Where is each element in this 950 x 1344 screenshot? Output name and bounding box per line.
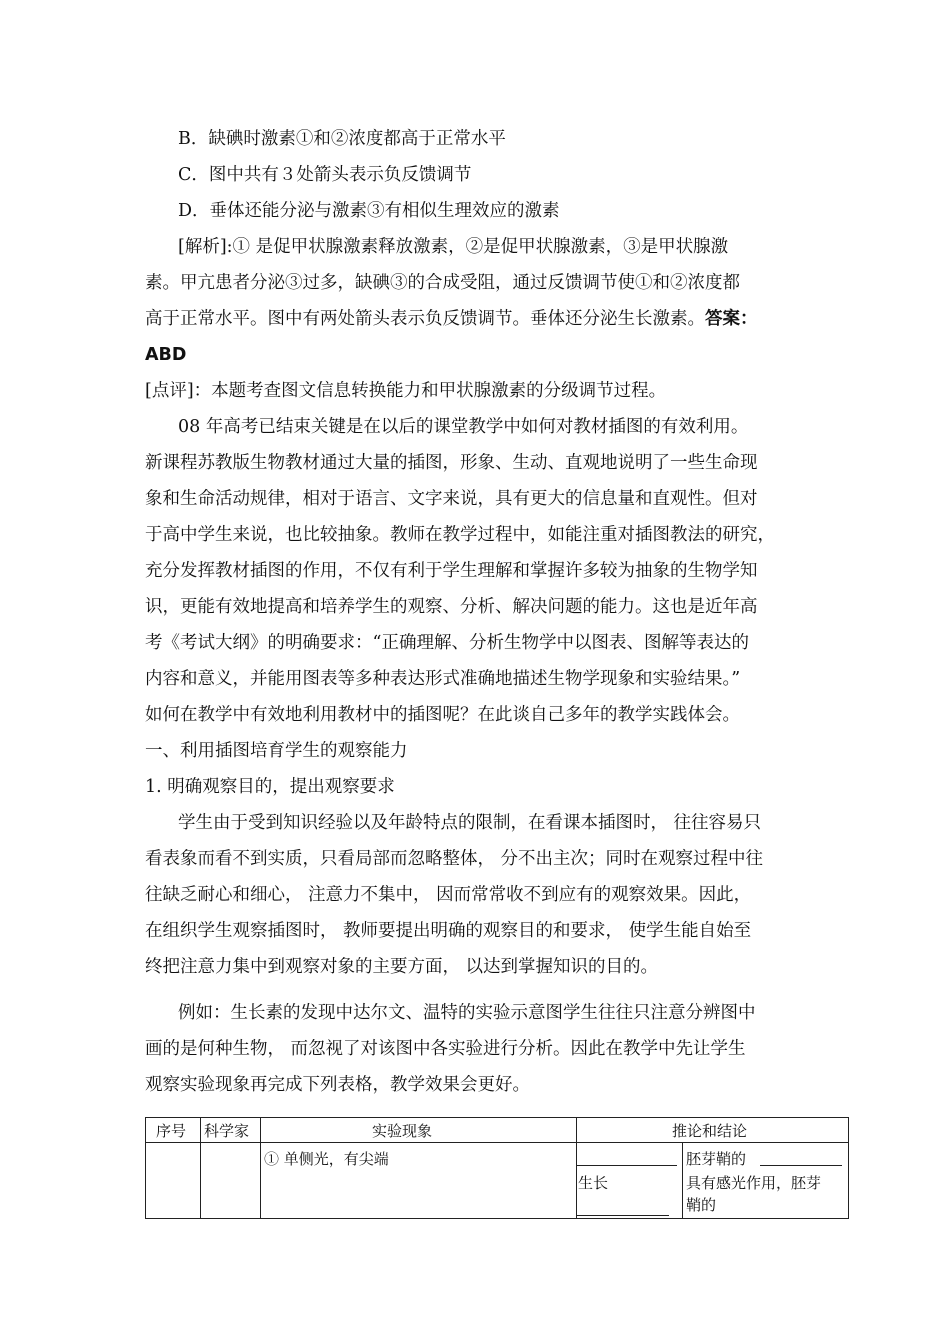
analysis-line-3-text: 高于正常水平。图中有两处箭头表示负反馈调节。垂体还分泌生长激素。 — [145, 309, 705, 329]
option-b: B．缺碘时激素①和②浓度都高于正常水平 — [178, 129, 506, 149]
p2-line-4: 在组织学生观察插图时， 教师要提出明确的观察目的和要求， 使学生能自始至 — [145, 921, 752, 941]
row1-conclusion-line-2: 具有感光作用，胚芽 — [686, 1174, 822, 1192]
p1-line-7: 考《考试大纲》的明确要求：“正确理解、分析生物学中以图表、图解等表达的 — [145, 633, 749, 653]
p1-line-4: 于高中学生来说，也比较抽象。教师在教学过程中，如能注重对插图教法的研究， — [145, 525, 775, 545]
blank-line — [760, 1165, 842, 1166]
row1-phenomenon: ① 单侧光，有尖端 — [264, 1150, 389, 1168]
p2-line-2: 看表象而看不到实质，只看局部而忽略整体， 分不出主次；同时在观察过程中往 — [145, 849, 764, 869]
table-header-scientist: 科学家 — [204, 1122, 250, 1140]
table-col-divider — [200, 1118, 201, 1218]
p1-line-1: 08 年高考已结束关键是在以后的课堂教学中如何对教材插图的有效利用。 — [178, 417, 749, 437]
p3-line-2: 画的是何种生物， 而忽视了对该图中各实验进行分析。因此在教学中先让学生 — [145, 1039, 746, 1059]
p1-line-2: 新课程苏教版生物教材通过大量的插图，形象、生动、直观地说明了一些生命现 — [145, 453, 758, 473]
p1-line-9: 如何在教学中有效地利用教材中的插图呢？在此谈自己多年的教学实践体会。 — [145, 705, 740, 725]
p1-line-8: 内容和意义，并能用图表等多种表达形式准确地描述生物学现象和实验结果。” — [145, 669, 741, 689]
p2-line-1: 学生由于受到知识经验以及年龄特点的限制，在看课本插图时， 往往容易只 — [178, 813, 762, 833]
row1-conclusion-line-1: 胚芽鞘的 — [686, 1150, 747, 1168]
p2-line-5: 终把注意力集中到观察对象的主要方面， 以达到掌握知识的目的。 — [145, 957, 659, 977]
p1-line-3: 象和生命活动规律，相对于语言、文字来说，具有更大的信息量和直观性。但对 — [145, 489, 758, 509]
heading-2: 1. 明确观察目的，提出观察要求 — [145, 777, 395, 797]
option-c: C．图中共有３处箭头表示负反馈调节 — [178, 165, 472, 185]
row1-conclusion-line-3: 鞘的 — [686, 1196, 717, 1214]
experiment-table — [145, 1117, 849, 1219]
analysis-line-2: 素。甲亢患者分泌③过多，缺碘③的合成受阻，通过反馈调节使①和②浓度都 — [145, 273, 740, 293]
p3-line-1: 例如：生长素的发现中达尔文、温特的实验示意图学生往往只注意分辨图中 — [178, 1003, 756, 1023]
comment: [点评]：本题考查图文信息转换能力和甲状腺激素的分级调节过程。 — [145, 381, 667, 401]
answer-value: ABD — [145, 345, 187, 365]
table-col-divider — [260, 1118, 261, 1218]
table-header-index: 序号 — [156, 1122, 187, 1140]
analysis-line-1: [解析]:① 是促甲状腺激素释放激素，②是促甲状腺激素，③是甲状腺激 — [178, 237, 729, 257]
table-header-divider — [146, 1142, 848, 1143]
blank-line — [577, 1215, 669, 1216]
p1-line-6: 识，更能有效地提高和培养学生的观察、分析、解决问题的能力。这也是近年高 — [145, 597, 758, 617]
option-d: D．垂体还能分泌与激素③有相似生理效应的激素 — [178, 201, 560, 221]
table-header-phenomenon: 实验现象 — [372, 1122, 433, 1140]
p3-line-3: 观察实验现象再完成下列表格，教学效果会更好。 — [145, 1075, 530, 1095]
row1-growth: 生长 — [578, 1174, 609, 1192]
table-inner-divider — [682, 1143, 683, 1218]
answer-label: 答案： — [705, 309, 758, 329]
table-col-divider — [576, 1118, 577, 1218]
p1-line-5: 充分发挥教材插图的作用，不仅有利于学生理解和掌握许多较为抽象的生物学知 — [145, 561, 758, 581]
blank-line — [577, 1165, 677, 1166]
heading-1: 一、利用插图培育学生的观察能力 — [145, 741, 408, 761]
p2-line-3: 往缺乏耐心和细心， 注意力不集中， 因而常常收不到应有的观察效果。因此， — [145, 885, 752, 905]
analysis-line-3 — [145, 302, 825, 336]
table-header-conclusion: 推论和结论 — [672, 1122, 748, 1140]
